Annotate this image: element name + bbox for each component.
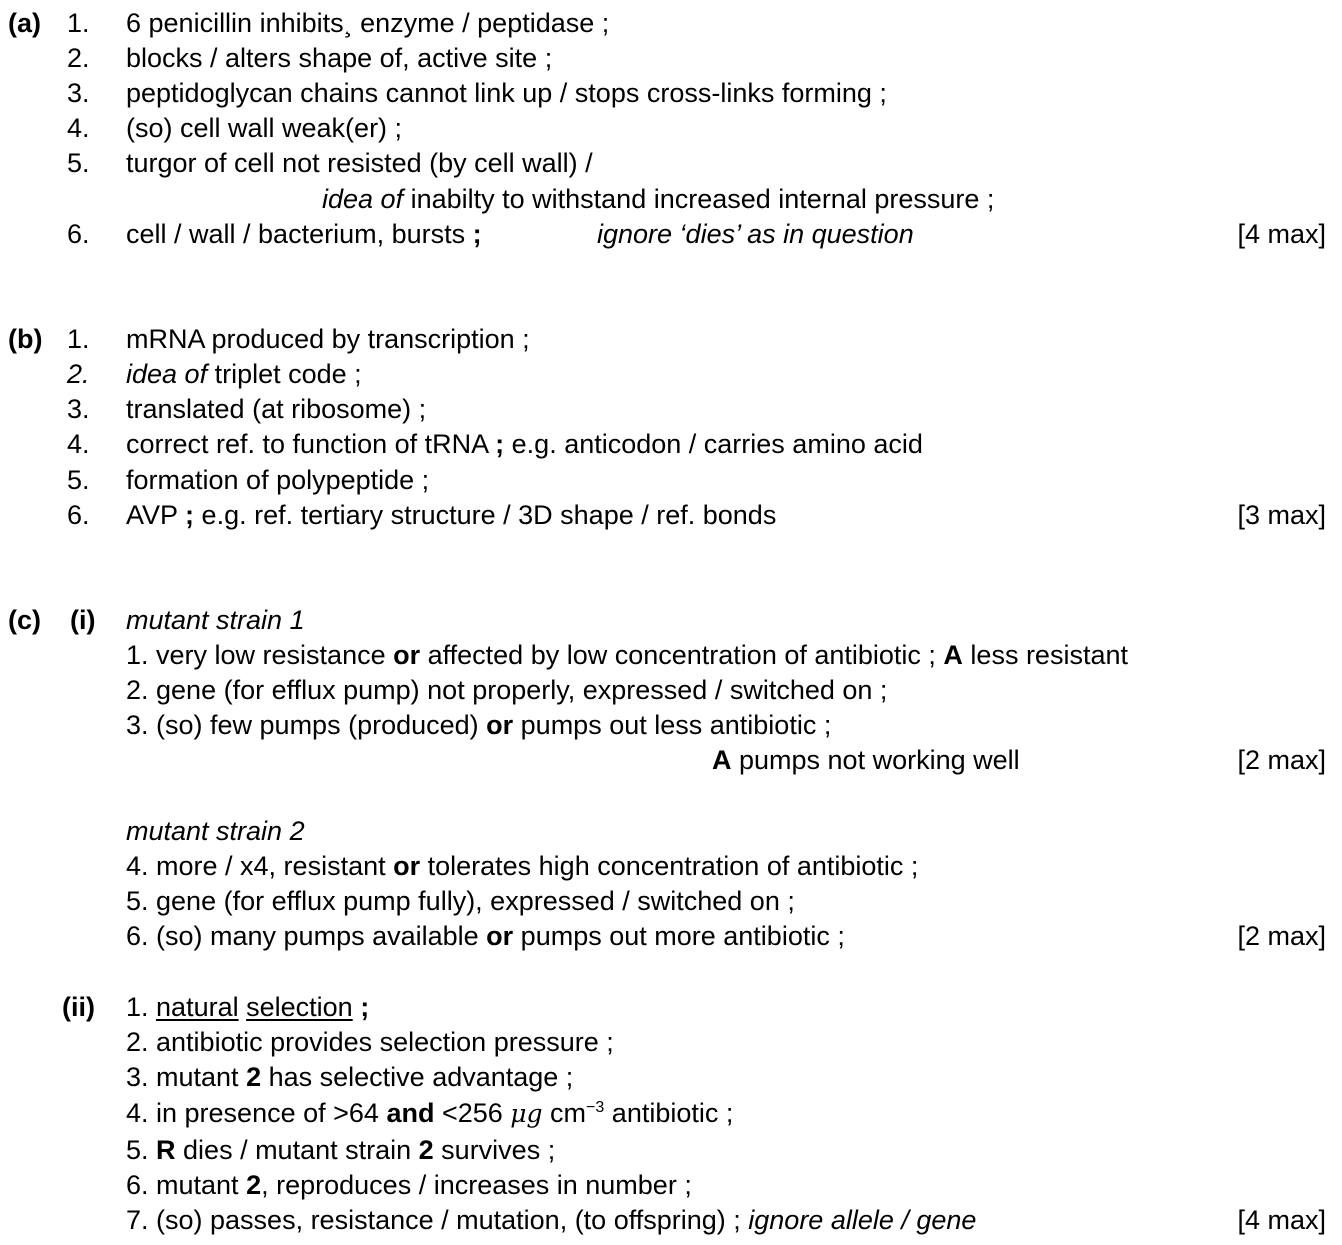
a-item-5-num: 5. xyxy=(67,148,90,178)
a-item-6-main: cell / wall / bacterium, bursts xyxy=(126,219,473,249)
strain-1-line-1 xyxy=(126,639,1128,671)
b-item-5-text: formation of polypeptide ; xyxy=(126,465,430,495)
s1-l3-or: or xyxy=(486,710,514,740)
c-ii-line-1 xyxy=(126,991,369,1023)
cii-l1-a: 1. xyxy=(126,992,157,1022)
c-ii-line-6 xyxy=(126,1169,692,1201)
cii-l3-c: has selective advantage ; xyxy=(261,1062,574,1092)
c-i-label: (i) xyxy=(70,605,96,635)
cii-l4-a: 4. in presence of >64 xyxy=(126,1098,387,1128)
c-ii-line-7 xyxy=(126,1204,976,1236)
b-item-6-num: 6. xyxy=(67,500,90,530)
c-ii-label: (ii) xyxy=(62,992,95,1022)
cii-l4-and: and xyxy=(386,1098,435,1128)
a-item-6-semicolon: ; xyxy=(472,219,482,249)
cii-l3-a: 3. mutant xyxy=(126,1062,247,1092)
s2-l4-b: tolerates high concentration of antibiotic ; xyxy=(420,851,919,881)
s2-l6-b: pumps out more antibiotic ; xyxy=(513,921,845,951)
cii-l7-a: 7. (so) passes, resistance / mutation, (to offspring) ; xyxy=(126,1205,749,1235)
b-item-5-num: 5. xyxy=(67,465,90,495)
a-item-5-cont-text: inabilty to withstand increased internal pressure ; xyxy=(403,184,995,214)
cii-space xyxy=(239,992,247,1022)
b-item-4-tail: e.g. anticodon / carries amino acid xyxy=(504,429,923,459)
cii-l6-two: 2 xyxy=(246,1170,262,1200)
s1-l1-a: 1. very low resistance xyxy=(126,640,394,670)
c-ii-line-5 xyxy=(126,1134,555,1166)
cii-l5-c: survives ; xyxy=(433,1135,556,1165)
strain-1-accept-note xyxy=(712,744,1020,776)
strain-1-line-3 xyxy=(126,709,831,741)
section-c-label: (c) xyxy=(8,605,41,635)
b-max-marks: [3 max] xyxy=(1237,500,1326,530)
a-item-6-num: 6. xyxy=(67,219,90,249)
a-item-1-text: 6 penicillin inhibits¸ enzyme / peptidase ; xyxy=(126,8,610,38)
strain-1-line-2: 2. gene (for efflux pump) not properly, expressed / switched on ; xyxy=(126,675,888,705)
s1-l4-b: pumps not working well xyxy=(731,745,1020,775)
cii-l5-R: R xyxy=(156,1135,176,1165)
a-item-6-note: ignore ‘dies’ as in question xyxy=(597,219,914,249)
b-item-2-num: 2. xyxy=(67,359,90,389)
s1-l4-accept: A xyxy=(712,745,732,775)
b-item-1-num: 1. xyxy=(67,324,90,354)
b-item-4-num: 4. xyxy=(67,429,90,459)
strain-2-line-5: 5. gene (for efflux pump fully), expressed / switched on ; xyxy=(126,886,795,916)
b-item-1-text: mRNA produced by transcription ; xyxy=(126,324,530,354)
cii-l1-semicolon: ; xyxy=(352,992,370,1022)
a-item-2-num: 2. xyxy=(67,43,90,73)
s2-l4-or: or xyxy=(393,851,421,881)
s1-l1-c: less resistant xyxy=(962,640,1128,670)
s1-l3-b: pumps out less antibiotic ; xyxy=(513,710,832,740)
a-item-4-text: (so) cell wall weak(er) ; xyxy=(126,113,403,143)
s1-l1-accept: A xyxy=(943,640,963,670)
s1-l1-or: or xyxy=(393,640,421,670)
b-item-6-text xyxy=(126,499,776,531)
a-max-marks: [4 max] xyxy=(1237,219,1326,249)
cii-l4-c: cm xyxy=(542,1098,587,1128)
a-item-6-text xyxy=(126,218,482,250)
strain-1-heading: mutant strain 1 xyxy=(126,605,305,635)
c-ii-max-marks: [4 max] xyxy=(1237,1205,1326,1235)
idea-of-italic: idea of xyxy=(322,184,404,214)
section-b-label: (b) xyxy=(8,324,43,354)
cii-l5-b: dies / mutant strain xyxy=(175,1135,419,1165)
b-item-6-tail: e.g. ref. tertiary structure / 3D shape / ref. bonds xyxy=(194,500,777,530)
a-item-3-text: peptidoglycan chains cannot link up / stops cross-links forming ; xyxy=(126,78,887,108)
cii-l4-b: <256 xyxy=(434,1098,511,1128)
b-item-3-text: translated (at ribosome) ; xyxy=(126,394,427,424)
a-item-1-num: 1. xyxy=(67,8,90,38)
cii-l3-two: 2 xyxy=(246,1062,262,1092)
b-item-2-text xyxy=(126,358,362,390)
c-ii-line-3 xyxy=(126,1061,573,1093)
a-item-3-num: 3. xyxy=(67,78,90,108)
cii-l6-b: , reproduces / increases in number ; xyxy=(261,1170,692,1200)
b-item-4-main: correct ref. to function of tRNA xyxy=(126,429,496,459)
a-item-4-num: 4. xyxy=(67,113,90,143)
b-item-2-italic: idea of xyxy=(126,359,208,389)
a-item-2-text: blocks / alters shape of, active site ; xyxy=(126,43,553,73)
s2-l6-a: 6. (so) many pumps available xyxy=(126,921,487,951)
b-item-6-semicolon: ; xyxy=(185,500,195,530)
b-item-2-main: triplet code ; xyxy=(207,359,362,389)
s2-l6-or: or xyxy=(486,921,514,951)
cii-l7-note: ignore allele / gene xyxy=(748,1205,977,1235)
cii-l4-d: antibiotic ; xyxy=(604,1098,734,1128)
b-item-3-num: 3. xyxy=(67,394,90,424)
c-i-strain2-max-marks: [2 max] xyxy=(1237,921,1326,951)
cii-l5-a: 5. xyxy=(126,1135,157,1165)
s2-l4-a: 4. more / x4, resistant xyxy=(126,851,394,881)
s1-l3-a: 3. (so) few pumps (produced) xyxy=(126,710,487,740)
cii-l5-two: 2 xyxy=(418,1135,434,1165)
b-item-6-main: AVP xyxy=(126,500,186,530)
cii-selection: selection xyxy=(246,992,353,1022)
c-ii-line-4 xyxy=(126,1097,733,1130)
strain-2-line-6 xyxy=(126,920,845,952)
cii-l6-a: 6. mutant xyxy=(126,1170,247,1200)
a-item-5-continuation xyxy=(322,183,994,215)
section-a-label: (a) xyxy=(8,8,41,38)
a-item-5-text: turgor of cell not resisted (by cell wall) / xyxy=(126,148,593,178)
s1-l1-b: affected by low concentration of antibiotic ; xyxy=(420,640,944,670)
strain-2-line-4 xyxy=(126,850,918,882)
b-item-4-text xyxy=(126,428,923,460)
cii-l4-micro: μg xyxy=(510,1099,543,1128)
b-item-4-semicolon: ; xyxy=(495,429,505,459)
cii-l4-exponent: −3 xyxy=(586,1099,605,1116)
strain-2-heading: mutant strain 2 xyxy=(126,816,305,846)
c-i-strain1-max-marks: [2 max] xyxy=(1237,745,1326,775)
c-ii-line-2: 2. antibiotic provides selection pressure ; xyxy=(126,1027,614,1057)
cii-natural: natural xyxy=(156,992,239,1022)
